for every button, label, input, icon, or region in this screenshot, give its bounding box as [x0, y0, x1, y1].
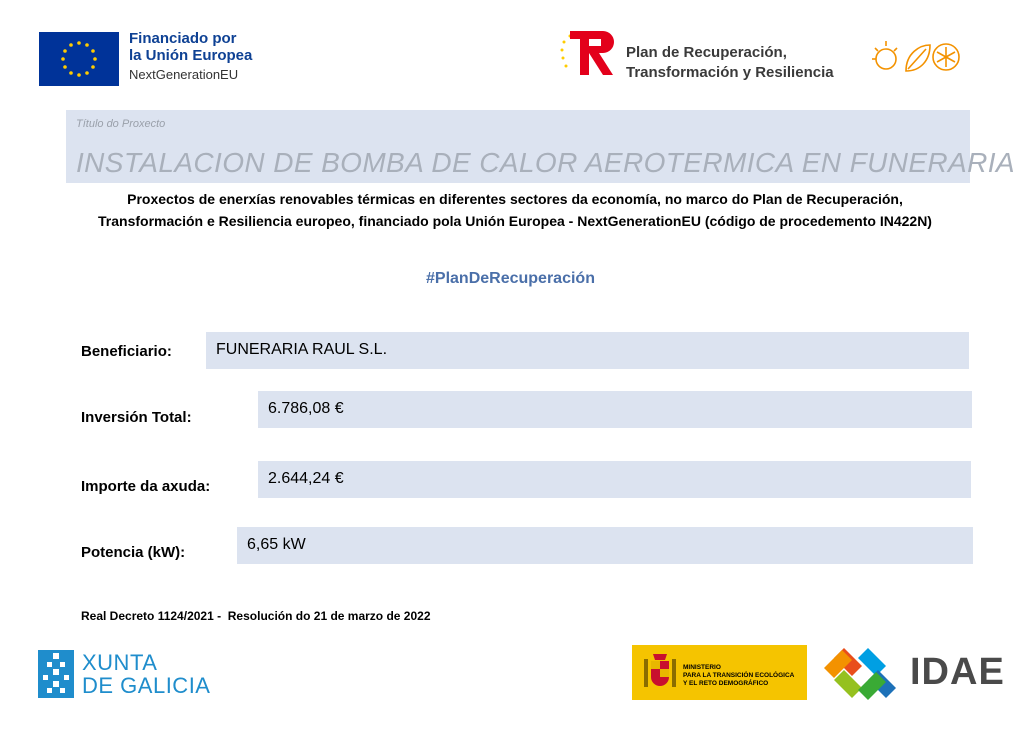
inversion-label: Inversión Total:	[81, 409, 192, 426]
potencia-value: 6,65 kW	[237, 527, 973, 564]
importe-label: Importe da axuda:	[81, 478, 211, 495]
inversion-value: 6.786,08 €	[258, 391, 972, 428]
beneficiario-label: Beneficiario:	[81, 343, 172, 360]
ministerio-line-1: MINISTERIO	[683, 664, 721, 671]
importe-value: 2.644,24 €	[258, 461, 971, 498]
eu-flag-logo	[39, 32, 119, 86]
tr-logo	[558, 28, 620, 78]
plan-line-2: Transformación y Resiliencia	[626, 64, 834, 81]
project-title-caption: Título do Proxecto	[76, 118, 166, 130]
eu-funding-text	[129, 30, 252, 83]
eu-stars-icon	[39, 32, 119, 86]
eu-line-3: NextGenerationEU	[129, 67, 239, 82]
xunta-line-1: XUNTA	[82, 650, 158, 675]
potencia-label: Potencia (kW):	[81, 544, 186, 561]
coat-of-arms-icon	[640, 651, 680, 695]
project-description: Proxectos de enerxías renovables térmicas en diferentes sectores da economía, no marco do Plan de Recuperación, Transformación e Resiliencia europeo, financiado pola Unión Europea - NextGenerationEU (código de procedemento IN422N)	[98, 191, 932, 229]
plan-line-1: Plan de Recuperación,	[626, 44, 787, 61]
eu-line-2: la Unión Europea	[129, 47, 253, 64]
ministerio-line-2: PARA LA TRANSICIÓN ECOLÓGICA	[683, 672, 795, 679]
xunta-emblem-icon	[38, 650, 74, 698]
hashtag: #PlanDeRecuperación	[426, 270, 595, 287]
legal-reference: Real Decreto 1124/2021 - Resolución do 21 de marzo de 2022	[81, 609, 431, 623]
project-title: INSTALACION DE BOMBA DE CALOR AEROTERMICA EN FUNERARIA	[76, 147, 1015, 178]
xunta-de-galicia-logo	[82, 651, 210, 697]
beneficiario-value: FUNERARIA RAUL S.L.	[206, 332, 969, 369]
eu-line-1: Financiado por	[129, 30, 237, 47]
ministerio-line-3: Y EL RETO DEMOGRÁFICO	[683, 680, 769, 687]
plan-recuperacion-text	[626, 43, 834, 83]
ministerio-text	[683, 664, 794, 688]
sun-leaf-snowflake-icon	[868, 37, 964, 77]
idae-logo-text: IDAE	[910, 651, 1005, 693]
xunta-line-2: DE GALICIA	[82, 673, 211, 698]
idae-mark-icon	[822, 646, 900, 702]
